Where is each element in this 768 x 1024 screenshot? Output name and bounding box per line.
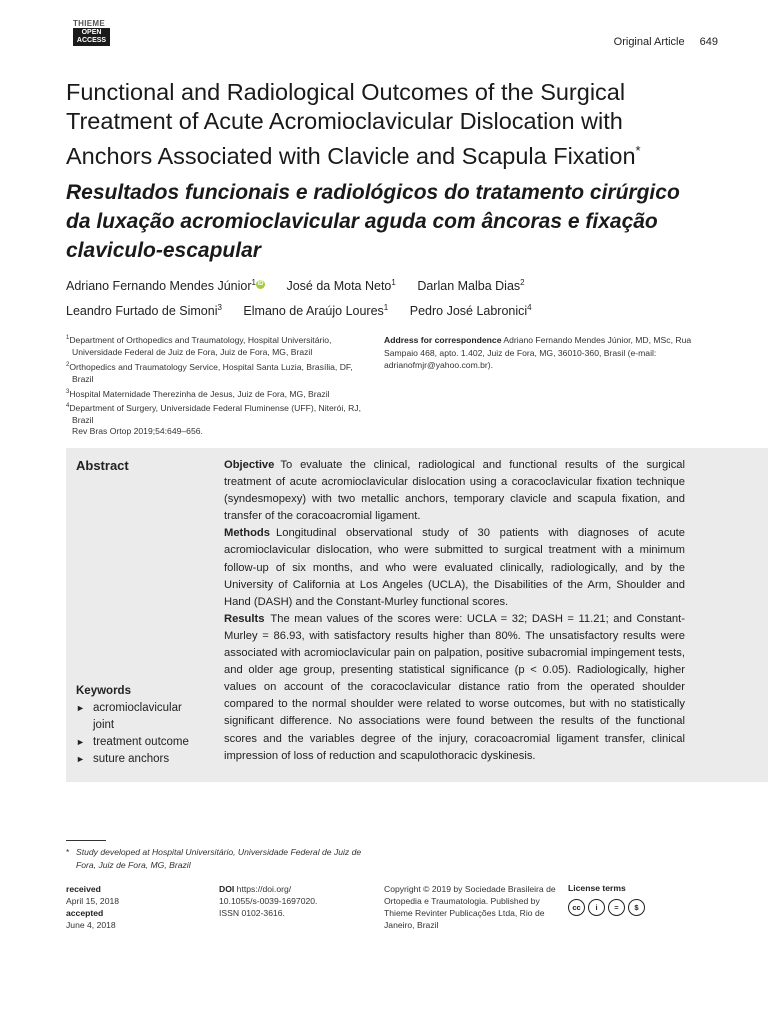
- correspondence: [384, 334, 704, 372]
- abstract-panel: [66, 448, 768, 782]
- non-commercial-icon[interactable]: $: [628, 899, 645, 916]
- article-subtitle: Resultados funcionais e radiológicos do tratamento cirúrgico da luxação acromioclavicular aguda com âncoras e fixação claviculo-escapular: [66, 181, 680, 262]
- access-label: ACCESS: [76, 37, 107, 44]
- page-number: 649: [699, 36, 718, 48]
- open-label: OPEN: [81, 29, 102, 36]
- methods-heading: Methods: [224, 527, 270, 540]
- results-text: The mean values of the scores were: UCLA = 32; DASH = 11.21; and Constant-Murley = 86.93, with satisfactory results higher than 80%. The unsatisfactory results were associated with acromioclavicular pain on palpation, positive subacromial impingement tests, and older age group, presenting statistical significance (p < 0.05). Radiologically, higher values on account of the coracoclavicular distance ratio from the operated shoulder compared to the normal shoulder were related to worse outcomes, but with no statistically significant difference. No associations were found between the results of the functional scores and the variables degree of the injury, coracoacromial ligament transfer, clinical impression of loss of reduction and scapulothoracic dyskinesis.: [224, 612, 685, 762]
- no-derivatives-icon[interactable]: =: [608, 899, 625, 916]
- received-date: April 15, 2018: [66, 896, 120, 906]
- copyright: Copyright © 2019 by Sociedade Brasileira de Ortopedia e Traumatologia. Published by Thieme Revinter Publicações Ltda, Rio de Janeiro, Brazil: [384, 884, 556, 930]
- affiliation-item: $^4$Department of Surgery, Universidade Federal Fluminense (UFF), Niterói, RJ, Brazil: [66, 402, 361, 426]
- keywords: [76, 683, 196, 768]
- keyword-item[interactable]: ► acromioclavicular joint: [76, 700, 196, 734]
- correspondence-label: Address for correspondence: [384, 335, 502, 345]
- author-item[interactable]: Darlan Malba Dias$^2$: [417, 278, 525, 294]
- affiliation-item: $^3$Hospital Maternidade Therezinha de Jesus, Juiz de Fora, MG, Brazil: [66, 388, 330, 399]
- accepted-label: accepted: [66, 908, 104, 918]
- accepted-date: June 4, 2018: [66, 920, 116, 930]
- footnote-divider: [66, 840, 106, 841]
- keywords-heading: Keywords: [76, 685, 131, 697]
- article-title: [66, 78, 706, 171]
- author-item[interactable]: José da Mota Neto$^1$: [286, 278, 396, 294]
- results-heading: Results: [224, 612, 265, 625]
- correspondence-text[interactable]: Adriano Fernando Mendes Júnior, MD, MSc, Rua Sampaio 468, apto. 1.402, Juiz de Fora, MG, 36010-360, Brasil (e-mail: adrianofmjr@yahoo.com.br).: [384, 335, 692, 370]
- affiliation-item: $^1$Department of Orthopedics and Traumatology, Hospital Universitário, Universidade Federal de Juiz de Fora, Juiz de Fora, MG, Brazil: [66, 334, 332, 358]
- cc-icon[interactable]: cc: [568, 899, 585, 916]
- open-access-badge: [73, 28, 110, 46]
- author-item[interactable]: Pedro José Labronici$^4$: [409, 303, 532, 319]
- keyword-item[interactable]: ► suture anchors: [76, 751, 196, 768]
- orcid-icon[interactable]: iD: [257, 281, 264, 287]
- license-label: License terms: [568, 883, 626, 893]
- author-item[interactable]: Elmano de Araújo Loures$^1$: [243, 303, 389, 319]
- objective-heading: Objective: [224, 459, 275, 471]
- footnote: [66, 846, 376, 871]
- footnote-text: Study developed at Hospital Universitário, Universidade Federal de Juiz de Fora, Juiz de Fora, MG, Brazil: [76, 847, 362, 870]
- license-icons[interactable]: [568, 899, 645, 916]
- doi-label: DOI: [219, 884, 235, 894]
- affiliations: [66, 332, 366, 427]
- publisher-logo: [73, 19, 110, 55]
- abstract-body: [224, 457, 685, 765]
- footnote-mark: *: [66, 847, 70, 857]
- title-footnote-mark: *: [635, 143, 641, 158]
- running-header: [614, 36, 718, 48]
- keyword-item[interactable]: ► treatment outcome: [76, 734, 196, 751]
- attribution-icon[interactable]: i: [588, 899, 605, 916]
- objective-text: To evaluate the clinical, radiological and functional results of the surgical treatment of acute acromioclavicular dislocation using a coracoclavicular fixation technique (syndesmopexy) with two metallic anchors, temporary clavicle and scapula fixation, and transfer of the coracoacromial ligament.: [224, 459, 685, 523]
- author-item[interactable]: Leandro Furtado de Simoni$^3$: [66, 303, 222, 319]
- article-dates: [66, 883, 119, 931]
- publisher-brand: THIEME: [73, 19, 106, 28]
- abstract-heading: Abstract: [76, 458, 129, 473]
- citation: Rev Bras Ortop 2019;54:649–656.: [72, 426, 203, 436]
- doi-block: [219, 883, 317, 919]
- article-type: Original Article: [613, 36, 685, 48]
- doi-id[interactable]: 10.1055/s-0039-1697020.: [219, 896, 318, 906]
- doi-link[interactable]: https://doi.org/: [236, 884, 292, 894]
- received-label: received: [66, 884, 101, 894]
- issn: ISSN 0102-3616.: [219, 908, 285, 918]
- title-text: Functional and Radiological Outcomes of the Surgical Treatment of Acute Acromioclavicular Dislocation with Anchors Associated with Clavicle and Scapula Fixation: [66, 79, 636, 169]
- author-list: [66, 272, 706, 322]
- affiliation-item: $^2$Orthopedics and Traumatology Service, Hospital Santa Luzia, Brasília, DF, Brazil: [66, 361, 353, 385]
- methods-text: Longitudinal observational study of 30 patients with diagnoses of acute acromioclavicular dislocation, who were submitted to surgical treatment with a minimum follow-up of six months, and who were evaluated clinically, radiologically, and by the University of California at Los Angeles (UCLA), the Disabilities of the Arm, Shoulder and Hand (DASH) and the Constant-Murley functional scores.: [224, 527, 685, 608]
- license: [568, 883, 645, 916]
- author-item[interactable]: Adriano Fernando Mendes Júnior$^1$ iD: [66, 278, 264, 294]
